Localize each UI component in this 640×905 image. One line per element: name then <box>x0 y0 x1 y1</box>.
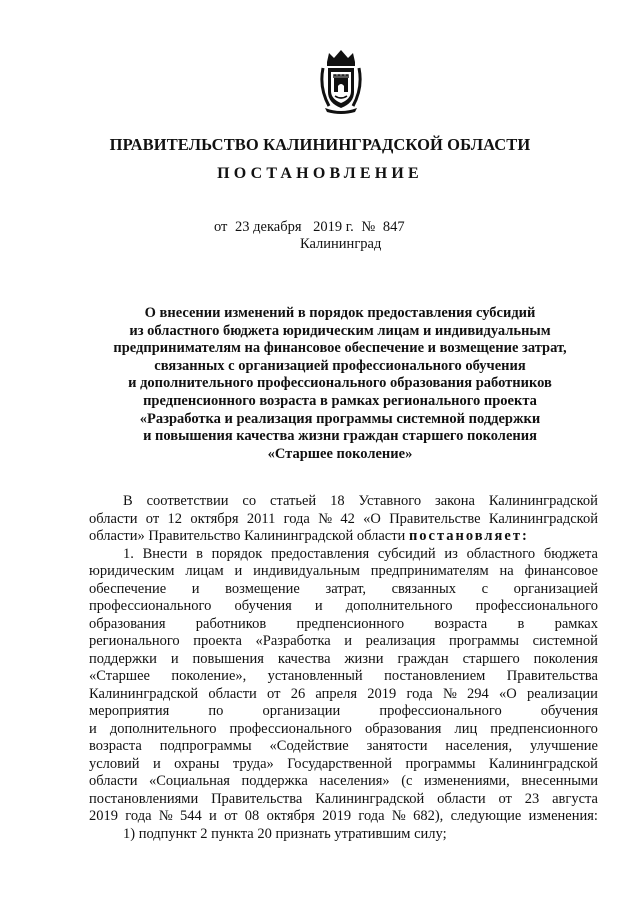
word: Государственной <box>287 755 393 772</box>
body-line <box>89 493 598 511</box>
body-line <box>89 686 598 704</box>
word: от <box>224 808 238 824</box>
word: 1. <box>123 545 134 562</box>
word: закона <box>435 493 475 509</box>
word: профессионального <box>89 598 212 614</box>
body-line: 1) подпункт 2 пункта 20 признать утратившим силу; <box>123 825 447 842</box>
word: в <box>196 545 203 562</box>
body-line <box>89 703 598 721</box>
word: 682), <box>413 808 444 824</box>
word: населения, <box>445 738 513 754</box>
word: обучения <box>234 598 292 614</box>
decree-number: 847 <box>382 219 405 235</box>
word: от <box>267 685 281 702</box>
number-sign: № <box>361 219 376 235</box>
word: «Старшее <box>89 668 150 684</box>
word: и <box>89 720 97 737</box>
word: года <box>358 808 385 824</box>
word: 2011 <box>246 510 276 527</box>
word: профессионального <box>475 598 598 614</box>
preamble-text: области» Правительство Калининградской области <box>89 528 406 544</box>
body-line <box>89 791 598 809</box>
word: № <box>158 808 173 824</box>
word: дополнительного <box>345 598 453 614</box>
word: возраста <box>89 738 142 754</box>
decree-date: 23 декабря <box>235 219 302 235</box>
word: и <box>209 808 217 824</box>
word: в <box>517 615 525 632</box>
word: областного <box>466 545 536 562</box>
city: Калининград <box>300 236 382 252</box>
word: № <box>318 510 333 527</box>
word: и <box>344 633 353 649</box>
body-line <box>89 651 598 669</box>
word: предоставления <box>270 545 370 562</box>
word: со <box>242 493 257 509</box>
body-line <box>89 633 598 651</box>
word: № <box>391 808 406 824</box>
title-line: «Разработка и реализация программы системной поддержки <box>139 410 541 427</box>
word: индивидуальным <box>253 563 360 579</box>
word: области <box>89 773 138 789</box>
word: из <box>444 545 458 562</box>
word: связанных <box>391 580 457 597</box>
word: области <box>89 510 138 527</box>
word: поколение», <box>171 668 247 684</box>
word: Правительства <box>211 790 303 807</box>
body-line <box>89 668 598 686</box>
word: образования <box>364 720 442 737</box>
decree-year: 2019 г. <box>313 219 354 235</box>
word: установленный <box>267 668 363 684</box>
body-line <box>89 581 598 599</box>
title-line: связанных с организацией профессионального обучения <box>154 357 526 374</box>
word: 08 <box>244 808 260 824</box>
word: регионального <box>89 633 180 649</box>
word: рамках <box>554 615 598 632</box>
word: охраны <box>174 755 220 772</box>
coat-of-arms-icon <box>319 48 363 114</box>
word: от <box>498 790 512 807</box>
body-line <box>89 528 598 546</box>
word: порядок <box>211 545 263 562</box>
body-line <box>89 598 598 616</box>
word: старшего <box>462 650 520 667</box>
word: организации <box>262 703 341 719</box>
word: 12 <box>167 510 183 527</box>
word: предпринимателям <box>370 563 489 579</box>
word: системной <box>532 633 598 649</box>
word: области <box>208 685 257 702</box>
word: предпенсионного <box>296 615 405 632</box>
word: организацией <box>513 580 598 597</box>
document-type: ПОСТАНОВЛЕНИЕ <box>217 165 423 182</box>
body-line <box>89 511 598 529</box>
word: поддержка <box>241 773 308 789</box>
body-line <box>89 546 598 564</box>
word: Калининградской <box>488 755 598 772</box>
word: 2019 <box>367 685 397 702</box>
word: 544 <box>179 808 202 824</box>
word: № <box>442 685 457 702</box>
body-line <box>89 563 598 581</box>
body-line <box>89 756 598 774</box>
word: поколения <box>533 650 598 667</box>
word: постановлением <box>384 668 486 684</box>
word: октября <box>190 510 239 527</box>
word: 2019 <box>89 808 118 824</box>
word: программы <box>449 633 519 649</box>
word: и <box>152 755 161 772</box>
word: 42 <box>340 510 355 527</box>
decree-date-line <box>214 219 409 236</box>
word: и <box>234 563 243 579</box>
word: постановлениями <box>89 790 199 807</box>
word: финансовое <box>524 563 598 579</box>
title-line: О внесении изменений в порядок предоставления субсидий <box>144 305 536 321</box>
body-line <box>89 616 598 634</box>
word: 2019 <box>322 808 352 824</box>
word: на <box>499 563 514 579</box>
word: обеспечение <box>89 580 167 597</box>
word: года <box>283 510 310 527</box>
word: возмещение <box>225 580 300 597</box>
body-line <box>89 721 598 739</box>
word: по <box>208 703 224 719</box>
word: внесенными <box>521 773 598 789</box>
word: субсидий <box>377 545 436 562</box>
word: Уставного <box>358 493 422 509</box>
word: Правительстве <box>389 510 481 527</box>
word: 294 <box>467 685 489 702</box>
word: повышения <box>192 650 264 667</box>
word: «Содействие <box>269 738 349 754</box>
word: предпенсионного <box>490 720 598 737</box>
word: населения» <box>319 773 390 789</box>
word: проекта <box>193 633 242 649</box>
body-line <box>89 738 598 756</box>
word: изменения: <box>528 808 598 824</box>
word: изменениями, <box>423 773 510 789</box>
word: бюджета <box>543 545 598 562</box>
word: граждан <box>397 650 449 667</box>
date-prefix: от <box>214 219 228 235</box>
word: соответствии <box>146 493 229 509</box>
title-line: и дополнительного профессионального образования работников <box>128 375 552 392</box>
word: образования <box>89 615 166 632</box>
word: Правительства <box>506 668 598 684</box>
word: и <box>191 580 200 597</box>
word: лицам <box>185 563 224 579</box>
word: затрат, <box>325 580 366 597</box>
word: жизни <box>344 650 384 667</box>
word: работников <box>195 615 267 632</box>
word: 18 <box>330 493 345 509</box>
word: «Социальная <box>149 773 230 789</box>
word: «Разработка <box>255 633 331 649</box>
word: года <box>406 685 433 702</box>
word: профессионального <box>229 720 352 737</box>
word: реализация <box>365 633 436 649</box>
word: реализации <box>527 685 598 702</box>
word: Калининградской <box>488 493 598 509</box>
word: (с <box>401 773 413 789</box>
word: 23 <box>524 790 540 807</box>
word: профессионального <box>379 703 502 719</box>
word: Внести <box>142 545 188 562</box>
word: возраста <box>434 615 488 632</box>
word: года <box>125 808 152 824</box>
word: «О <box>363 510 381 527</box>
word: труда» <box>232 755 274 772</box>
word: мероприятия <box>89 703 170 719</box>
decree-verb: постановляет: <box>408 528 529 544</box>
decree-title <box>80 305 600 463</box>
word: 26 <box>290 685 306 702</box>
title-line: «Старшее поколение» <box>267 445 413 462</box>
word: с <box>481 580 489 597</box>
word: статьей <box>270 493 317 509</box>
word: дополнительного <box>109 720 217 737</box>
word: условий <box>89 755 140 772</box>
word: лиц <box>454 720 478 737</box>
word: программы <box>405 755 476 772</box>
body-line <box>89 808 598 826</box>
word: «О <box>499 685 517 702</box>
word: В <box>123 493 133 509</box>
word: качества <box>277 650 331 667</box>
title-line: предпенсионного возраста в рамках регионального проекта <box>143 392 537 409</box>
word: Калининградской <box>315 790 425 807</box>
body-line <box>89 773 598 791</box>
word: улучшение <box>530 738 598 754</box>
word: апреля <box>315 685 358 702</box>
word: поддержки <box>89 650 157 667</box>
word: области <box>437 790 486 807</box>
word: и <box>170 650 179 667</box>
government-name: ПРАВИТЕЛЬСТВО КАЛИНИНГРАДСКОЙ ОБЛАСТИ <box>109 135 531 154</box>
word: занятости <box>366 738 428 754</box>
word: Калининградской <box>89 685 199 702</box>
word: Калининградской <box>488 510 598 527</box>
title-line: из областного бюджета юридическим лицам и индивидуальным <box>129 322 551 339</box>
word: и <box>314 598 323 614</box>
word: августа <box>552 790 598 807</box>
title-line: предпринимателям на финансовое обеспечение и возмещение затрат, <box>113 340 567 357</box>
title-line: и повышения качества жизни граждан старшего поколения <box>143 428 537 445</box>
word: обучения <box>540 703 598 719</box>
word: подпрограммы <box>159 738 252 754</box>
word: октября <box>266 808 315 824</box>
decree-body <box>89 493 598 843</box>
word: от <box>145 510 160 527</box>
word: следующие <box>450 808 522 824</box>
word: юридическим <box>89 563 175 579</box>
